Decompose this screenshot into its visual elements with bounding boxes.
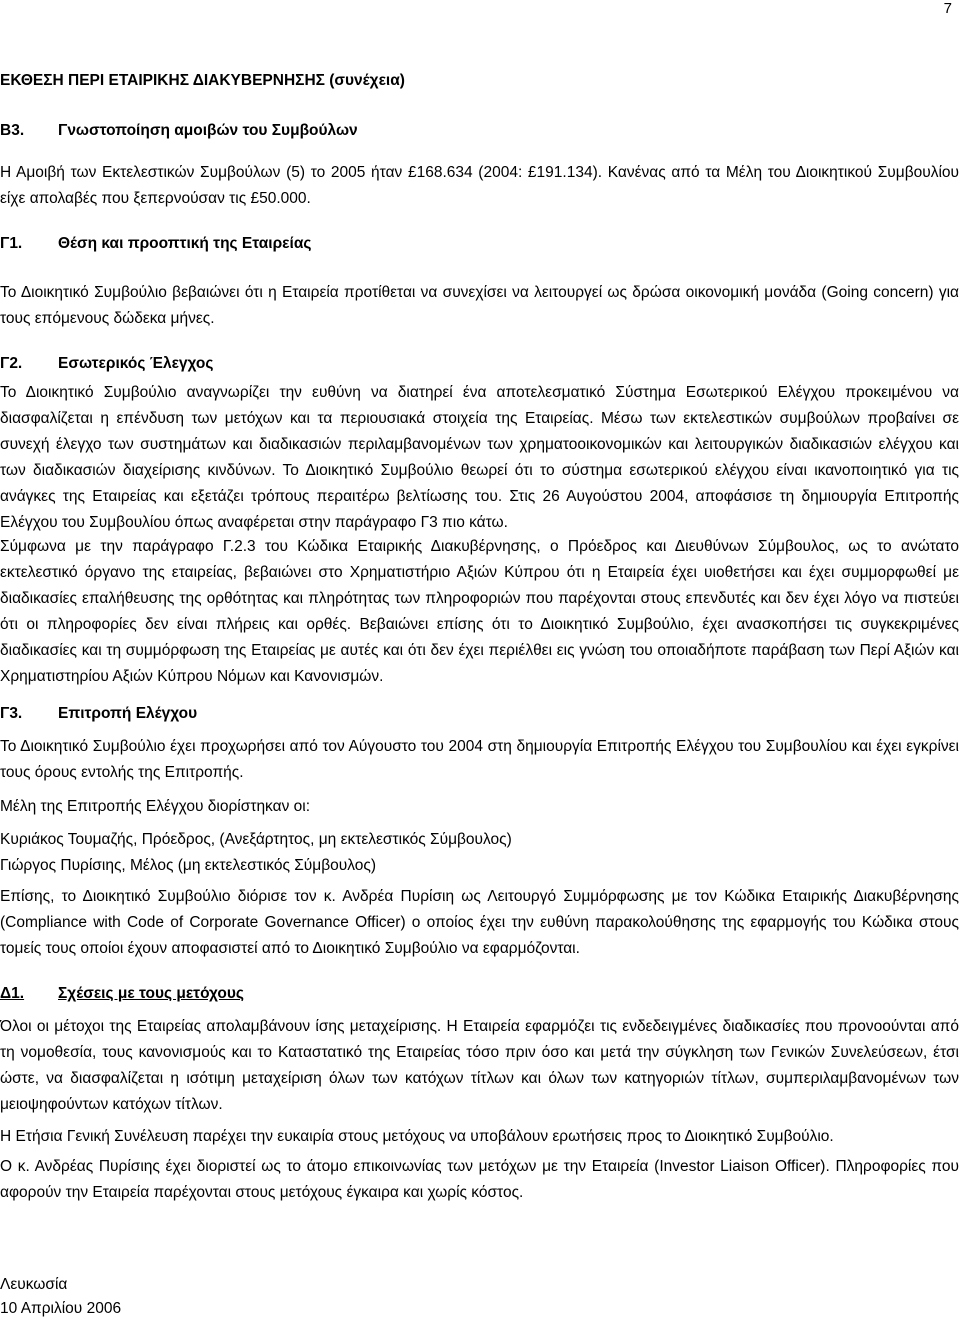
footer-date: 10 Απριλίου 2006 — [0, 1300, 122, 1317]
section-number: Γ2. — [0, 355, 23, 372]
paragraph-g1: Το Διοικητικό Συμβούλιο βεβαιώνει ότι η Εταιρεία προτίθεται να συνεχίσει να λειτουργεί ως δρώσα οικονομική μονάδα (Going concern) για τους επόμενους δώδεκα μήνες. — [0, 284, 959, 327]
section-heading-g3 — [0, 705, 197, 723]
section-heading-b3 — [0, 122, 358, 140]
paragraph-g2-1: Το Διοικητικό Συμβούλιο αναγνωρίζει την ευθύνη να διατηρεί ένα αποτελεσματικό Σύστημα Εσωτερικού Ελέγχου προκειμένου να διασφαλίζεται η επένδυση των μετόχων και τα περιουσιακά στοιχεία της Εταιρείας. Μέσω των εκτελεστικών συμβούλων προβαίνει σε συνεχή έλεγχο των συστημάτων και διαδικασιών περιλαμβανομένων των χρηματοοικονομικών και λειτουργικών διαδικασιών ελέγχου και των διαδικασιών διαχείρισης κινδύνων. Το Διοικητικό Συμβούλιο θεωρεί ότι το σύστημα εσωτερικού ελέγχου είναι ικανοποιητικό για τις ανάγκες της Εταιρείας και εξετάζει τρόπους περαιτέρω βελτίωσης του. Στις 26 Αυγούστου 2004, αποφάσισε τη δημιουργία Επιτροπής Ελέγχου του Συμβουλίου όπως αναφέρεται στην παράγραφο Γ3 πιο κάτω. — [0, 384, 959, 531]
section-number: Γ3. — [0, 705, 23, 722]
section-number: Γ1. — [0, 235, 23, 252]
paragraph-g2-2: Σύμφωνα με την παράγραφο Γ.2.3 του Κώδικα Εταιρικής Διακυβέρνησης, ο Πρόεδρος και Διευθύνων Σύμβουλος, ως το ανώτατο εκτελεστικό όργανο της εταιρείας, βεβαιώνει στο Χρηματιστήριο Αξιών Κύπρου ότι η Εταιρεία έχει υιοθετήσει και έχει συμμορφωθεί με διαδικασίες επαλήθευσης της ορθότητας και πληρότητας των πληροφοριών που παρέχονται στους επενδυτές και δεν έχει λόγο να πιστεύει ότι οι πληροφορίες δεν είναι πλήρεις και ορθές. Βεβαιώνει επίσης ότι το Διοικητικό Συμβούλιο, έχει ανασκοπήσει τις συγκεκριμένες διαδικασίες και τη συμμόρφωση της Εταιρείας με αυτές και ότι δεν έχει περιέλθει εις γνώση του οποιαδήποτε παράβαση των Περί Αξιών και Χρηματιστηρίου Αξιών Κύπρου Νόμων και Κανονισμών. — [0, 538, 959, 685]
footer-city: Λευκωσία — [0, 1276, 68, 1293]
section-heading-g1 — [0, 235, 311, 253]
section-title: Γνωστοποίηση αμοιβών του Συμβούλων — [58, 122, 358, 139]
paragraph-d1-3: Ο κ. Ανδρέας Πυρίσιης έχει διοριστεί ως το άτομο επικοινωνίας των μετόχων με την Εταιρεία (Investor Liaison Officer). Πληροφορίες που αφορούν την Εταιρεία παρέχονται στους μετόχους έγκαιρα και χωρίς κόστος. — [0, 1158, 959, 1201]
section-title: Θέση και προοπτική της Εταιρείας — [58, 235, 312, 252]
paragraph-g3-2: Επίσης, το Διοικητικό Συμβούλιο διόρισε τον κ. Ανδρέα Πυρίσιη ως Λειτουργό Συμμόρφωσης με τον Κώδικα Εταιρικής Διακυβέρνησης (Compliance with Code of Corporate Governance Officer) ο οποίος έχει την ευθύνη παρακολούθησης της εφαρμογής του Κώδικα στους τομείς τους οποίοι έχουν αποφασιστεί από το Διοικητικό Συμβούλιο να εφαρμόζονται. — [0, 888, 959, 957]
section-title: Εσωτερικός Έλεγχος — [58, 355, 214, 372]
section-heading-g2 — [0, 355, 213, 373]
section-heading-d1 — [0, 985, 244, 1003]
member-item: Γιώργος Πυρίσιης, Μέλος (μη εκτελεστικός Σύμβουλος) — [0, 857, 376, 874]
page-number: 7 — [943, 0, 952, 17]
members-intro: Μέλη της Επιτροπής Ελέγχου διορίστηκαν οι: — [0, 798, 311, 815]
section-number: Δ1. — [0, 985, 25, 1002]
paragraph-b3: Η Αμοιβή των Εκτελεστικών Συμβούλων (5) το 2005 ήταν £168.634 (2004: £191.134). Κανένας από τα Μέλη του Διοικητικού Συμβουλίου είχε απολαβές που ξεπερνούσαν τις £50.000. — [0, 164, 959, 207]
paragraph-d1-1: Όλοι οι μέτοχοι της Εταιρείας απολαμβάνουν ίσης μεταχείρισης. Η Εταιρεία εφαρμόζει τις ενδεδειγμένες διαδικασίες που προνοούνται από τη νομοθεσία, τους κανονισμούς και το Καταστατικό της Εταιρείας τόσο πριν όσο και μετά την σύγκληση των Γενικών Συνελεύσεων, έτσι ώστε, να διασφαλίζεται η ισότιμη μεταχείριση όλων των κατόχων τίτλων και όλων των κατηγοριών τίτλων, συμπεριλαμβανομένων των μειοψηφούντων κατόχων τίτλων. — [0, 1018, 959, 1113]
member-item: Κυριάκος Τουμαζής, Πρόεδρος, (Ανεξάρτητος, μη εκτελεστικός Σύμβουλος) — [0, 831, 512, 848]
paragraph-d1-2: Η Ετήσια Γενική Συνέλευση παρέχει την ευκαιρία στους μετόχους να υποβάλουν ερωτήσεις προς το Διοικητικό Συμβούλιο. — [0, 1128, 834, 1145]
document-title: ΕΚΘΕΣΗ ΠΕΡΙ ΕΤΑΙΡΙΚΗΣ ΔΙΑΚΥΒΕΡΝΗΣΗΣ (συνέχεια) — [0, 72, 405, 89]
section-number: Β3. — [0, 122, 25, 139]
section-title: Επιτροπή Ελέγχου — [58, 705, 198, 722]
section-title: Σχέσεις με τους μετόχους — [58, 985, 244, 1002]
paragraph-g3-1: Το Διοικητικό Συμβούλιο έχει προχωρήσει από τον Αύγουστο του 2004 στη δημιουργία Επιτροπής Ελέγχου του Συμβουλίου και έχει εγκρίνει τους όρους εντολής της Επιτροπής. — [0, 738, 959, 781]
